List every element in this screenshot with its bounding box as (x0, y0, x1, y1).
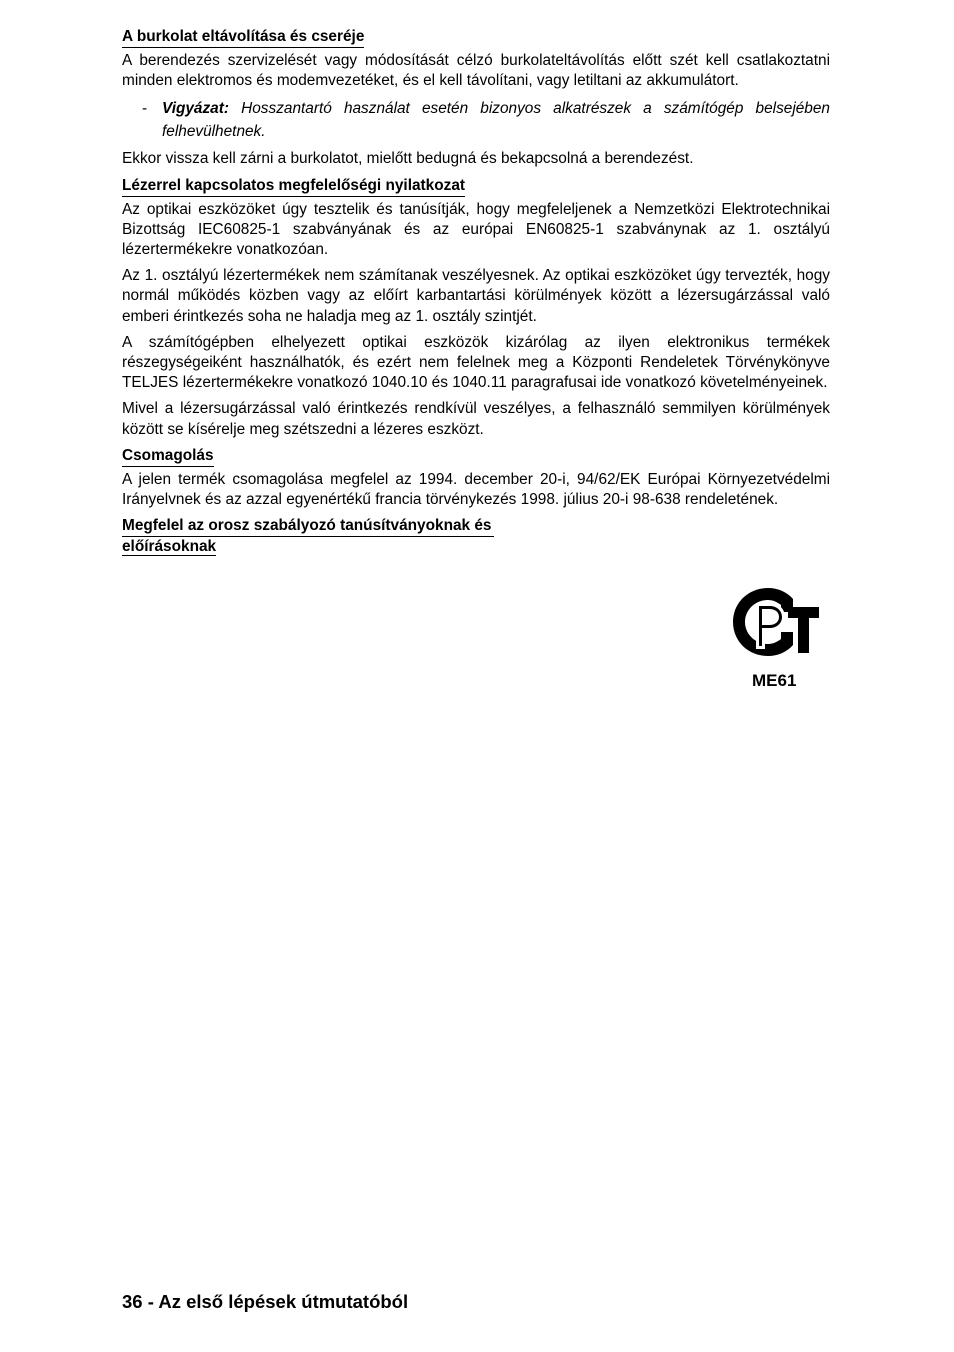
paragraph: Az optikai eszközöket úgy tesztelik és tanúsítják, hogy megfeleljenek a Nemzetközi Elektrotechnikai Bizottság IEC60825-1 szabványának és az európai EN60825-1 szabványnak az 1. osztályú lézertermékekre vonatkozóan. (122, 200, 830, 259)
warning-note (122, 97, 830, 143)
paragraph: A jelen termék csomagolása megfelel az 1994. december 20-i, 94/62/EK Európai Környezetvédelmi Irányelvnek és az azzal egyenértékű francia törvénykezés 1998. július 20-i 98-638 rendeletének. (122, 470, 830, 509)
heading-line-1: Megfelel az orosz szabályozó tanúsítványoknak és (122, 516, 494, 537)
paragraph: A berendezés szervizelését vagy módosítását célzó burkolateltávolítás előtt szét kell csatlakoztatni minden elektromos és modemvezetéket, és el kell távolítani, vagy letiltani az akkumulátort. (122, 52, 830, 90)
section-heading-cover-removal: A burkolat eltávolítása és cseréje (122, 28, 364, 48)
warning-text: Hosszantartó használat esetén bizonyos alkatrészek a számítógép belsejében felhevülhetnek. (162, 100, 830, 141)
list-dash: - (142, 100, 148, 118)
certification-code: ME61 (752, 671, 797, 690)
heading-line-2: előírásoknak (122, 538, 217, 556)
paragraph: Mivel a lézersugárzással való érintkezés rendkívül veszélyes, a felhasználó semmilyen körülmények között se kísérelje meg szétszedni a lézeres eszközt. (122, 400, 830, 438)
gost-r-certification-mark-icon (732, 587, 820, 657)
page-footer: 36 - Az első lépések útmutatóból (122, 1291, 409, 1312)
section-heading-packaging: Csomagolás (122, 447, 214, 467)
paragraph: A számítógépben elhelyezett optikai eszközök kizárólag az ilyen elektronikus termékek részegységeiként használhatók, és ezért nem felelnek meg a Központi Rendeletek Törvénykönyve TELJES lézertermékekre vonatkozó 1040.10 és 1040.11 paragrafusai ide vonatkozó követelményeinek. (122, 333, 830, 392)
document-body (122, 27, 830, 560)
section-heading-russian-certification (122, 516, 563, 557)
section-heading-laser-compliance: Lézerrel kapcsolatos megfelelőségi nyilatkozat (122, 177, 465, 197)
paragraph: Az 1. osztályú lézertermékek nem számítanak veszélyesnek. Az optikai eszközöket úgy tervezték, hogy normál működés közben vagy az előírt karbantartási körülmények között a lézersugárzással való emberi érintkezés soha ne haladja meg az 1. osztály szintjét. (122, 267, 830, 325)
paragraph: Ekkor vissza kell zárni a burkolatot, mielőtt bedugná és bekapcsolná a berendezést. (122, 150, 694, 168)
warning-label: Vigyázat: (162, 100, 229, 118)
